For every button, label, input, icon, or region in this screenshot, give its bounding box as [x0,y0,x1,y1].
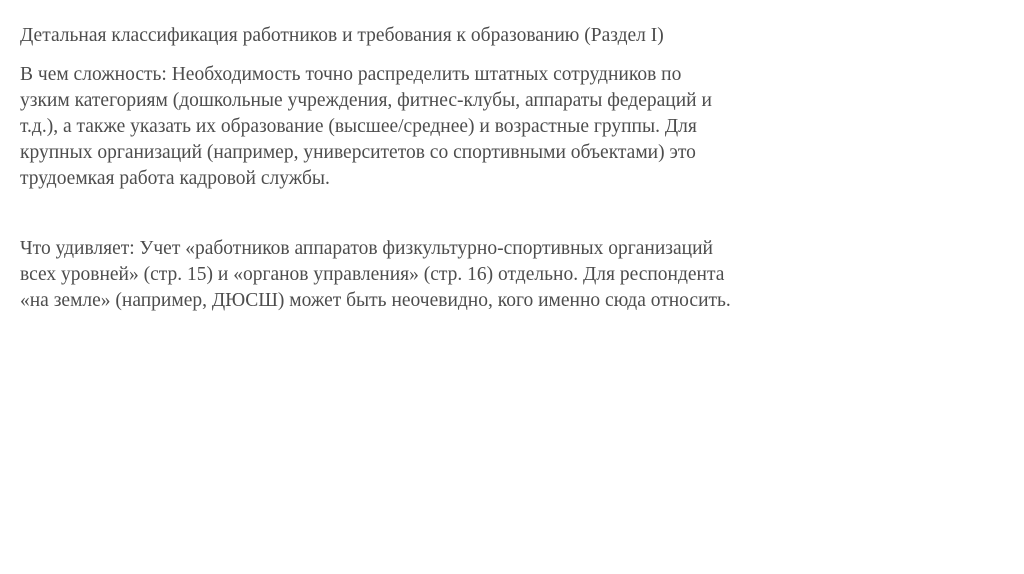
surprise-paragraph: Что удивляет: Учет «работников аппаратов физкультурно-спортивных организаций всех уровней» (стр. 15) и «органов управления» (стр. 16) отдельно. Для респондента «на земле» (например, ДЮСШ) может быть неочевидно, кого именно сюда относить. [20,238,731,311]
section-heading: Детальная классификация работников и требования к образованию (Раздел I) [20,25,664,46]
difficulty-paragraph: В чем сложность: Необходимость точно распределить штатных сотрудников по узким категориям (дошкольные учреждения, фитнес-клубы, аппараты федераций и т.д.), а также указать их образование (высшее/среднее) и возрастные группы. Для крупных организаций (например, университетов со спортивными объектами) это трудоемкая работа кадровой службы. [20,64,712,189]
